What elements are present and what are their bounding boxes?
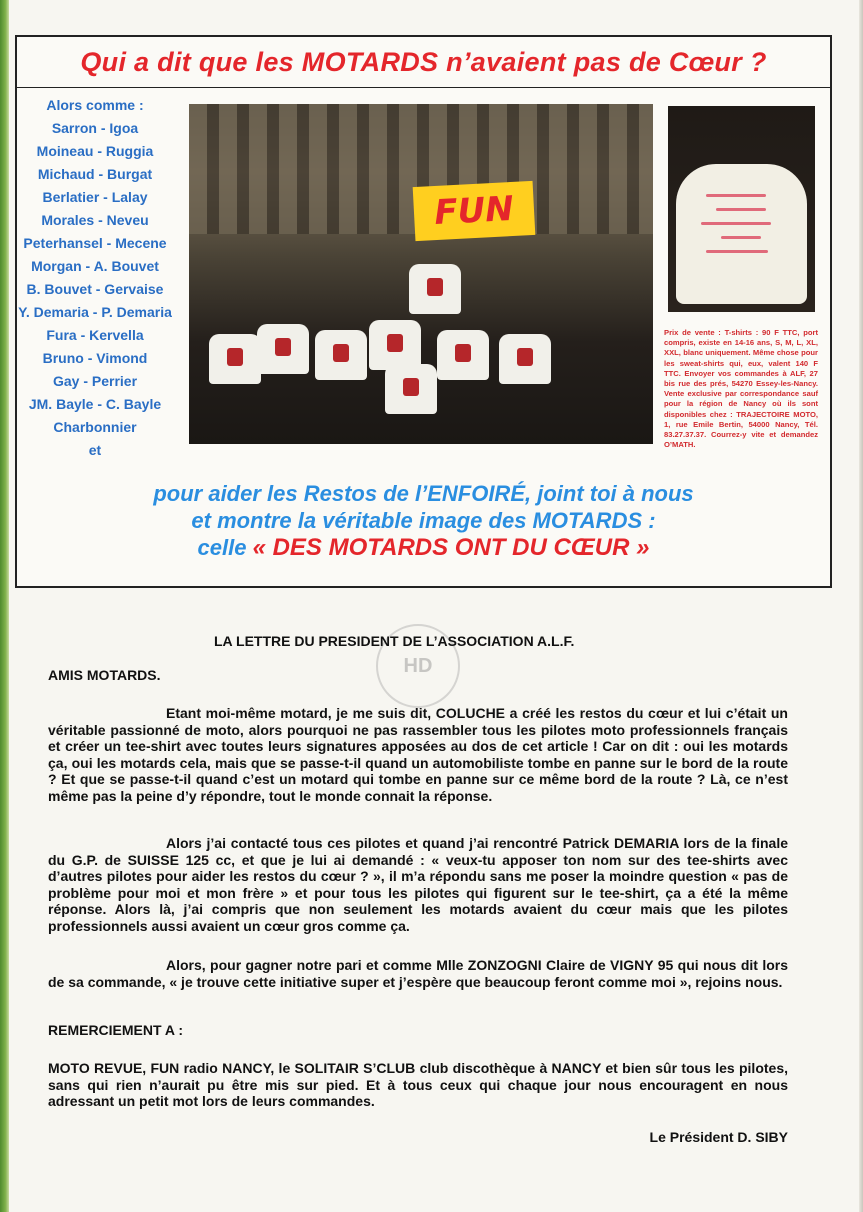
thanks-paragraph: MOTO REVUE, FUN radio NANCY, le SOLITAIR S’CLUB club discothèque à NANCY et bien sûr tous les pilotes, sans qui rien n’aurait pu être mis sur pied. Et à tous ceux qui chaque jour nous encouragent en nous adressant un petit mot lors de leurs commandes. <box>48 1060 788 1109</box>
watermark-text: HD <box>403 654 433 677</box>
appeal-slogan: « DES MOTARDS ONT DU CŒUR » <box>252 534 650 561</box>
letter-paragraph-1: Etant moi-même motard, je me suis dit, COLUCHE a créé les restos du cœur et lui c’était un véritable passionné de moto, alors pourquoi ne pas rassembler tous les pilotes moto professionnels français et créer un tee-shirt avec toutes leurs signatures apposées au dos de cet article ! Car on dit : oui les motards ça, oui les motards cela, mais que se passe-t-il quand un automobiliste tombe en panne sur le bord de la route ? Et que se passe-t-il quand c’est un motard qui tombe en panne sur ce même bord de la route ? Là, ce n’est même pas la peine d’y répondre, tout le monde connait la réponse. <box>48 705 788 804</box>
appeal-line-2: et montre la véritable image des MOTARDS : <box>191 508 656 533</box>
rider-list-intro: Alors comme : <box>46 97 144 113</box>
thanks-heading: REMERCIEMENT A : <box>48 1022 184 1038</box>
rider-single: Charbonnier <box>53 419 137 435</box>
rider-list-end: et <box>88 442 102 458</box>
photo-crowd <box>209 294 629 444</box>
letter-paragraph-2: Alors j’ai contacté tous ces pilotes et quand j’ai rencontré Patrick DEMARIA lors de la finale du G.P. de SUISSE 125 cc, et que je lui ai demandé : « veux-tu apposer ton nom sur des tee-shirts avec d’autres pilotes pour aider les restos du cœur ? », il m’a répondu sans me poser la moindre question « pas de problème pour moi et mon frère » et pour tous les pilotes qui figurent sur le tee-shirt, ça a été la même réponse. Alors là, j’ai compris que non seulement les motards avaient du cœur mais que les pilotes professionnels aussi avaient un cœur gros comme ça. <box>48 835 788 934</box>
page-title: Qui a dit que les MOTARDS n’avaient pas de Cœur ? <box>80 46 767 77</box>
rider-pair: Bruno - Vimond <box>42 350 148 366</box>
group-photo <box>189 104 653 444</box>
fun-radio-sign-text: FUN <box>433 188 515 234</box>
sweatshirt-photo <box>668 106 815 312</box>
fun-radio-sign <box>413 181 536 241</box>
letter-signature: Le Président D. SIBY <box>649 1129 788 1145</box>
rider-pair: JM. Bayle - C. Bayle <box>28 396 162 412</box>
rider-pair: Y. Demaria - P. Demaria <box>18 304 172 320</box>
appeal-line-3-prefix: celle <box>197 535 253 560</box>
appeal-line-3 <box>15 534 832 561</box>
rider-pair: Morgan - A. Bouvet <box>31 258 159 274</box>
rider-pair: B. Bouvet - Gervaise <box>26 281 164 297</box>
rider-list <box>0 94 190 462</box>
letter-paragraph-3: Alors, pour gagner notre pari et comme Mlle ZONZOGNI Claire de VIGNY 95 qui nous dit lors de sa commande, « je trouve cette initiative super et j’espère que beaucoup feront comme moi », rejoins nous. <box>48 957 788 990</box>
price-note: Prix de vente : T-shirts : 90 F TTC, port compris, existe en 14-16 ans, S, M, L, XL, XXL, blanc uniquement. Même chose pour les sweat-shirts qui, eux, valent 140 F TTC. Envoyer vos commandes à ALF, 27 bis rue des prés, 54270 Essey-les-Nancy. Vente exclusive par correspondance sauf pour la région de Nancy où ils sont disponibles chez : TRAJECTOIRE MOTO, 1, rue Emile Bertin, 54000 Nancy, Tél. 83.27.37.37. Courrez-y vite et demandez O’MATH. <box>664 328 818 450</box>
appeal-line-1: pour aider les Restos de l’ENFOIRÉ, joint toi à nous <box>153 481 694 506</box>
rider-pair: Fura - Kervella <box>46 327 144 343</box>
rider-pair: Peterhansel - Mecene <box>23 235 167 251</box>
title-banner <box>15 35 832 89</box>
rider-pair: Morales - Neveu <box>41 212 149 228</box>
page-right-edge <box>859 0 863 1212</box>
sweatshirt-image <box>676 164 807 304</box>
rider-pair: Moineau - Ruggia <box>36 143 154 159</box>
letter-salutation: AMIS MOTARDS. <box>48 667 161 683</box>
rider-pair: Sarron - Igoa <box>51 120 139 136</box>
appeal-text <box>15 480 832 561</box>
rider-pair: Berlatier - Lalay <box>42 189 148 205</box>
letter-title: LA LETTRE DU PRESIDENT DE L’ASSOCIATION A.L.F. <box>214 633 575 649</box>
rider-pair: Gay - Perrier <box>52 373 138 389</box>
rider-pair: Michaud - Burgat <box>37 166 153 182</box>
